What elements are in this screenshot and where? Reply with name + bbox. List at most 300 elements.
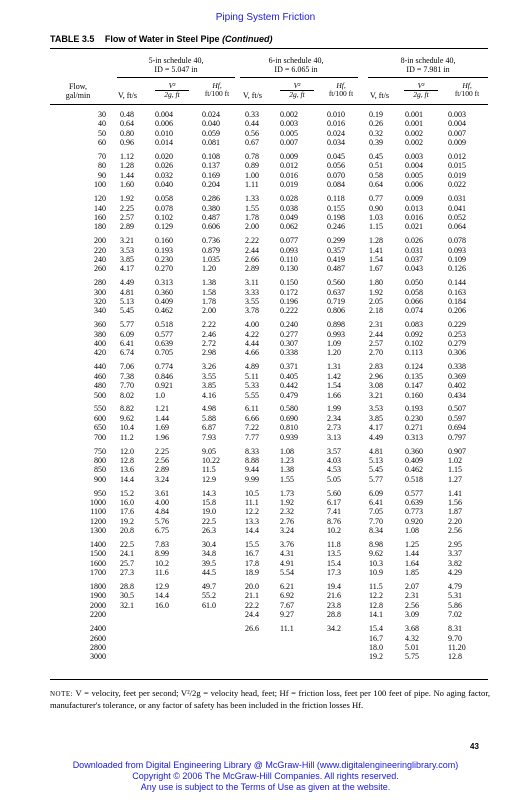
table-cell: 28.8	[120, 582, 134, 592]
table-cell: 0.67	[245, 138, 259, 148]
table-cell: 1.56	[448, 497, 462, 507]
table-cell: 10.22	[202, 455, 220, 465]
table-cell: 120	[94, 194, 106, 204]
table-cell: 1.15	[369, 222, 383, 232]
table-cell: 1400	[90, 540, 106, 550]
table-cell: 0.462	[405, 465, 423, 475]
table-cell: 2.00	[245, 222, 259, 232]
table-cell: 2.73	[327, 423, 341, 433]
table-cell: 8.98	[369, 540, 383, 550]
table-cell: 0.380	[202, 203, 220, 213]
table-cell: 0.409	[405, 455, 423, 465]
table-cell: 0.102	[405, 339, 423, 349]
table-cell: 850	[94, 465, 106, 475]
table-cell: 0.092	[405, 329, 423, 339]
table-cell: 2400	[90, 624, 106, 634]
table-cell: 2.20	[448, 516, 462, 526]
table-cell: 70	[98, 152, 106, 162]
table-cell: 0.357	[327, 245, 345, 255]
table-cell: 0.307	[280, 339, 298, 349]
table-cell: 0.019	[280, 180, 298, 190]
table-cell: 0.773	[405, 507, 423, 517]
table-cell: 1800	[90, 582, 106, 592]
table-cell: 5.13	[120, 297, 134, 307]
table-cell: 0.80	[120, 128, 134, 138]
table-row	[50, 381, 488, 390]
table-cell: 0.577	[405, 488, 423, 498]
table-title-text: Flow of Water in Steel Pipe	[104, 34, 220, 44]
table-cell: 1.0	[155, 390, 165, 400]
table-cell: 0.277	[280, 329, 298, 339]
table-cell: 2800	[90, 642, 106, 652]
table-cell: 4.79	[448, 582, 462, 592]
table-cell: 2.44	[369, 329, 383, 339]
footer-terms[interactable]: Any use is subject to the Terms of Use as given at the website.	[140, 782, 391, 792]
table-cell: 8.31	[448, 624, 462, 634]
table-cell: 5.76	[155, 516, 169, 526]
table-cell: 5.77	[369, 474, 383, 484]
table-cell: 1.42	[327, 371, 341, 381]
table-row	[50, 204, 488, 213]
table-cell: 0.010	[155, 128, 173, 138]
table-row	[50, 236, 488, 245]
table-cell: 0.102	[155, 212, 173, 222]
table-cell: 0.253	[448, 329, 466, 339]
friction-den-8in: ft/100 ft	[454, 89, 480, 98]
table-cell: 0.921	[155, 381, 173, 391]
table-row	[50, 306, 488, 315]
table-cell: 34.2	[327, 624, 341, 634]
table-cell: 1500	[90, 549, 106, 559]
table-cell: 1200	[90, 516, 106, 526]
table-row	[50, 348, 488, 357]
table-cell: 0.022	[448, 180, 466, 190]
table-row	[50, 330, 488, 339]
table-cell: 16.7	[369, 633, 383, 643]
table-cell: 0.130	[280, 264, 298, 274]
running-header-link[interactable]: Piping System Friction	[215, 12, 316, 23]
table-cell: 0.024	[202, 110, 220, 119]
table-cell: 1600	[90, 558, 106, 568]
table-cell: 4.16	[202, 390, 216, 400]
table-cell: 22.5	[202, 516, 216, 526]
table-cell: 0.014	[155, 138, 173, 148]
table-cell: 4.89	[245, 362, 259, 372]
table-cell: 2.05	[369, 297, 383, 307]
table-cell: 0.002	[405, 128, 423, 138]
friction-num-6in: Hf,	[336, 81, 346, 90]
table-cell: 1.08	[405, 526, 419, 536]
table-cell: 4.32	[405, 633, 419, 643]
table-cell: 0.093	[448, 245, 466, 255]
table-cell: 1.41	[448, 488, 462, 498]
table-cell: 1.28	[120, 161, 134, 171]
table-cell: 0.009	[448, 138, 466, 148]
table-cell: 1.66	[327, 390, 341, 400]
table-cell: 3.33	[245, 287, 259, 297]
table-cell: 0.172	[280, 287, 298, 297]
table-cell: 600	[94, 413, 106, 423]
table-cell: 2.70	[369, 348, 383, 358]
table-cell: 0.004	[405, 161, 423, 171]
table-cell: 1.20	[327, 348, 341, 358]
group-header-8in	[368, 56, 488, 74]
table-cell: 140	[94, 203, 106, 213]
table-cell: 0.078	[448, 236, 466, 246]
table-cell: 0.279	[448, 339, 466, 349]
table-cell: 1.92	[369, 287, 383, 297]
table-cell: 0.056	[327, 161, 345, 171]
table-body	[50, 110, 488, 666]
table-cell: 17.3	[327, 568, 341, 578]
table-cell: 0.147	[405, 381, 423, 391]
table-cell: 100	[94, 180, 106, 190]
friction-header-5in	[196, 82, 238, 98]
friction-header-6in	[320, 82, 362, 98]
table-cell: 300	[94, 287, 106, 297]
table-cell: 0.020	[155, 152, 173, 162]
table-cell: 0.271	[405, 423, 423, 433]
table-cell: 20.8	[120, 526, 134, 536]
table-cell: 3.55	[202, 371, 216, 381]
table-cell: 0.016	[327, 119, 345, 129]
table-cell: 12.2	[369, 591, 383, 601]
row-group	[50, 447, 488, 485]
table-cell: 3.85	[120, 254, 134, 264]
table-cell: 13.5	[327, 549, 341, 559]
table-cell: 1.54	[369, 254, 383, 264]
table-cell: 19.2	[369, 652, 383, 662]
table-cell: 0.002	[405, 138, 423, 148]
table-cell: 0.48	[120, 110, 134, 119]
table-cell: 12.9	[202, 474, 216, 484]
table-cell: 0.045	[327, 152, 345, 162]
table-cell: 0.007	[280, 138, 298, 148]
table-cell: 3.21	[120, 236, 134, 246]
table-cell: 15.5	[245, 540, 259, 550]
table-cell: 2.46	[202, 329, 216, 339]
table-cell: 14.4	[155, 591, 169, 601]
table-cell: 8.33	[245, 446, 259, 456]
row-group	[50, 404, 488, 442]
table-cell: 0.360	[405, 446, 423, 456]
table-cell: 1.20	[202, 264, 216, 274]
flow-header-line2: gal/min	[65, 91, 91, 100]
table-cell: 2200	[90, 610, 106, 620]
table-cell: 60	[98, 138, 106, 148]
table-cell: 2.00	[202, 306, 216, 316]
footer-download-link[interactable]: Downloaded from Digital Engineering Library @ McGraw-Hill (www.digitalengineeringlibrary.com)	[72, 760, 459, 770]
table-top-rule	[50, 48, 488, 49]
table-cell: 0.90	[369, 203, 383, 213]
table-cell: 21.1	[245, 591, 259, 601]
table-cell: 15.8	[202, 497, 216, 507]
table-cell: 0.810	[280, 423, 298, 433]
table-cell: 5.45	[120, 306, 134, 316]
table-row	[50, 264, 488, 273]
velocity-head-num-6in: V²	[293, 81, 301, 90]
table-cell: 0.306	[448, 348, 466, 358]
table-cell: 12.2	[245, 507, 259, 517]
table-cell: 2.31	[405, 591, 419, 601]
table-cell: 0.597	[448, 413, 466, 423]
table-cell: 4.17	[369, 423, 383, 433]
table-cell: 480	[94, 381, 106, 391]
group-header-6in	[242, 56, 350, 74]
table-cell: 9.99	[245, 474, 259, 484]
table-cell: 0.89	[245, 161, 259, 171]
table-cell: 0.004	[155, 110, 173, 119]
table-cell: 0.360	[155, 287, 173, 297]
velocity-header-6in: V, ft/s	[243, 91, 262, 100]
row-group	[50, 362, 488, 400]
table-cell: 2.18	[369, 306, 383, 316]
table-cell: 1.92	[280, 497, 294, 507]
table-cell: 440	[94, 362, 106, 372]
table-cell: 1.035	[202, 254, 220, 264]
table-cell: 2.72	[202, 339, 216, 349]
table-cell: 200	[94, 236, 106, 246]
table-row	[50, 180, 488, 189]
table-cell: 18.0	[369, 642, 383, 652]
table-cell: 0.719	[327, 297, 345, 307]
table-row	[50, 526, 488, 535]
table-row	[50, 591, 488, 600]
table-cell: 1.11	[245, 180, 259, 190]
table-cell: 0.193	[405, 404, 423, 414]
row-group	[50, 582, 488, 620]
table-cell: 4.00	[155, 497, 169, 507]
flow-header-line1: Flow,	[69, 82, 87, 91]
table-cell: 1.78	[245, 212, 259, 222]
table-cell: 2.56	[448, 526, 462, 536]
table-cell: 4.22	[245, 329, 259, 339]
table-cell: 7.05	[369, 507, 383, 517]
table-cell: 1.96	[155, 432, 169, 442]
table-cell: 1.38	[202, 278, 216, 288]
table-row	[50, 517, 488, 526]
table-cell: 3.57	[327, 446, 341, 456]
table-row	[50, 391, 488, 400]
table-cell: 5.88	[202, 413, 216, 423]
table-cell: 1.31	[327, 362, 341, 372]
table-cell: 1.44	[405, 549, 419, 559]
velocity-head-den-8in: 2g, ft	[413, 90, 429, 99]
table-cell: 2.57	[369, 339, 383, 349]
table-cell: 19.4	[327, 582, 341, 592]
table-cell: 11.8	[327, 540, 341, 550]
table-cell: 12.9	[155, 582, 169, 592]
table-cell: 2.98	[202, 348, 216, 358]
table-cell: 0.012	[280, 161, 298, 171]
table-cell: 280	[94, 278, 106, 288]
table-cell: 1.87	[448, 507, 462, 517]
table-cell: 0.51	[369, 161, 383, 171]
table-cell: 0.479	[280, 390, 298, 400]
table-cell: 9.62	[120, 413, 134, 423]
table-cell: 2.66	[245, 254, 259, 264]
table-cell: 0.560	[327, 278, 345, 288]
table-cell: 0.230	[405, 413, 423, 423]
table-row	[50, 339, 488, 348]
table-cell: 4.98	[202, 404, 216, 414]
table-cell: 15.4	[369, 624, 383, 634]
table-cell: 0.010	[327, 110, 345, 119]
table-cell: 1.58	[202, 287, 216, 297]
table-cell: 8.88	[245, 455, 259, 465]
table-cell: 3.26	[202, 362, 216, 372]
table-cell: 900	[94, 474, 106, 484]
table-cell: 3.53	[369, 404, 383, 414]
table-cell: 0.032	[155, 170, 173, 180]
table-cell: 4.03	[327, 455, 341, 465]
table-cell: 0.369	[448, 371, 466, 381]
table-cell: 4.49	[120, 278, 134, 288]
table-cell: 0.144	[448, 278, 466, 288]
table-cell: 0.402	[448, 381, 466, 391]
table-cell: 7.93	[202, 432, 216, 442]
table-cell: 4.81	[120, 287, 134, 297]
table-cell: 30	[98, 110, 106, 119]
table-cell: 1.44	[155, 413, 169, 423]
table-cell: 0.109	[448, 254, 466, 264]
table-cell: 4.53	[327, 465, 341, 475]
table-cell: 0.229	[448, 320, 466, 330]
table-cell: 0.270	[155, 264, 173, 274]
table-cell: 0.137	[202, 161, 220, 171]
table-cell: 4.81	[369, 446, 383, 456]
table-cell: 7.06	[120, 362, 134, 372]
group-header-5in	[122, 56, 230, 74]
table-cell: 7.38	[120, 371, 134, 381]
table-cell: 6.75	[155, 526, 169, 536]
table-cell: 12.0	[120, 446, 134, 456]
table-cell: 5.01	[405, 642, 419, 652]
table-cell: 0.037	[405, 254, 423, 264]
friction-den-6in: ft/100 ft	[328, 89, 354, 98]
table-row	[50, 194, 488, 203]
table-cell: 2.22	[202, 320, 216, 330]
table-cell: 22.5	[120, 540, 134, 550]
table-row	[50, 129, 488, 138]
table-cell: 13.3	[245, 516, 259, 526]
table-cell: 0.019	[448, 170, 466, 180]
table-cell: 0.96	[120, 138, 134, 148]
table-cell: 44.5	[202, 568, 216, 578]
table-cell: 0.043	[405, 264, 423, 274]
table-row	[50, 447, 488, 456]
table-cell: 0.487	[327, 264, 345, 274]
table-cell: 0.920	[405, 516, 423, 526]
table-cell: 3.11	[245, 278, 259, 288]
table-cell: 1.73	[280, 488, 294, 498]
table-cell: 0.074	[405, 306, 423, 316]
table-cell: 0.021	[405, 222, 423, 232]
table-cell: 3.55	[245, 297, 259, 307]
table-cell: 0.806	[327, 306, 345, 316]
table-cell: 0.442	[280, 381, 298, 391]
table-cell: 2.32	[280, 507, 294, 517]
table-cell: 0.160	[405, 390, 423, 400]
table-cell: 1.00	[245, 170, 259, 180]
table-cell: 0.690	[280, 413, 298, 423]
table-cell: 0.110	[280, 254, 298, 264]
table-cell: 0.083	[405, 320, 423, 330]
table-cell: 5.33	[245, 381, 259, 391]
table-cell: 0.031	[405, 245, 423, 255]
table-cell: 0.126	[448, 264, 466, 274]
table-cell: 3.53	[120, 245, 134, 255]
table-cell: 6.09	[369, 488, 383, 498]
note-label: NOTE:	[50, 690, 74, 698]
table-cell: 0.64	[369, 180, 383, 190]
table-cell: 7.77	[245, 432, 259, 442]
table-cell: 950	[94, 488, 106, 498]
table-cell: 0.184	[448, 297, 466, 307]
table-cell: 0.19	[369, 110, 383, 119]
table-cell: 0.206	[448, 306, 466, 316]
table-cell: 0.160	[155, 236, 173, 246]
table-cell: 6.74	[120, 348, 134, 358]
table-cell: 400	[94, 339, 106, 349]
table-row	[50, 404, 488, 413]
table-cell: 0.005	[405, 170, 423, 180]
table-cell: 0.419	[327, 254, 345, 264]
group-rule-5in	[117, 77, 235, 78]
table-cell: 2000	[90, 600, 106, 610]
table-cell: 700	[94, 432, 106, 442]
table-cell: 0.081	[202, 138, 220, 148]
table-row	[50, 582, 488, 591]
table-cell: 1.92	[120, 194, 134, 204]
table-cell: 10.2	[155, 558, 169, 568]
table-cell: 0.040	[155, 180, 173, 190]
group-8in-line2: ID = 7.981 in	[406, 65, 450, 74]
table-cell: 9.70	[448, 633, 462, 643]
table-cell: 11.20	[448, 642, 466, 652]
table-cell: 0.041	[448, 203, 466, 213]
table-cell: 0.007	[448, 128, 466, 138]
table-cell: 1.64	[405, 558, 419, 568]
table-cell: 5.31	[448, 591, 462, 601]
table-cell: 1000	[90, 497, 106, 507]
row-group	[50, 110, 488, 148]
table-cell: 3.37	[448, 549, 462, 559]
row-group	[50, 194, 488, 232]
table-cell: 1.41	[369, 245, 383, 255]
table-cell: 8.02	[120, 390, 134, 400]
table-cell: 14.4	[245, 526, 259, 536]
table-cell: 0.059	[202, 128, 220, 138]
table-cell: 0.246	[327, 222, 345, 232]
table-cell: 5.13	[369, 455, 383, 465]
table-cell: 28.8	[327, 610, 341, 620]
table-cell: 1.38	[280, 465, 294, 475]
group-rule-8in	[368, 77, 488, 78]
table-cell: 4.44	[245, 339, 259, 349]
table-cell: 4.17	[120, 264, 134, 274]
table-cell: 0.204	[202, 180, 220, 190]
table-cell: 1.85	[405, 568, 419, 578]
table-cell: 6.11	[245, 404, 259, 414]
table-cell: 4.00	[245, 320, 259, 330]
table-cell: 6.87	[202, 423, 216, 433]
table-cell: 0.024	[327, 128, 345, 138]
row-group	[50, 278, 488, 316]
table-cell: 0.077	[280, 236, 298, 246]
table-cell: 4.31	[280, 549, 294, 559]
velocity-header-8in: V, ft/s	[370, 91, 389, 100]
